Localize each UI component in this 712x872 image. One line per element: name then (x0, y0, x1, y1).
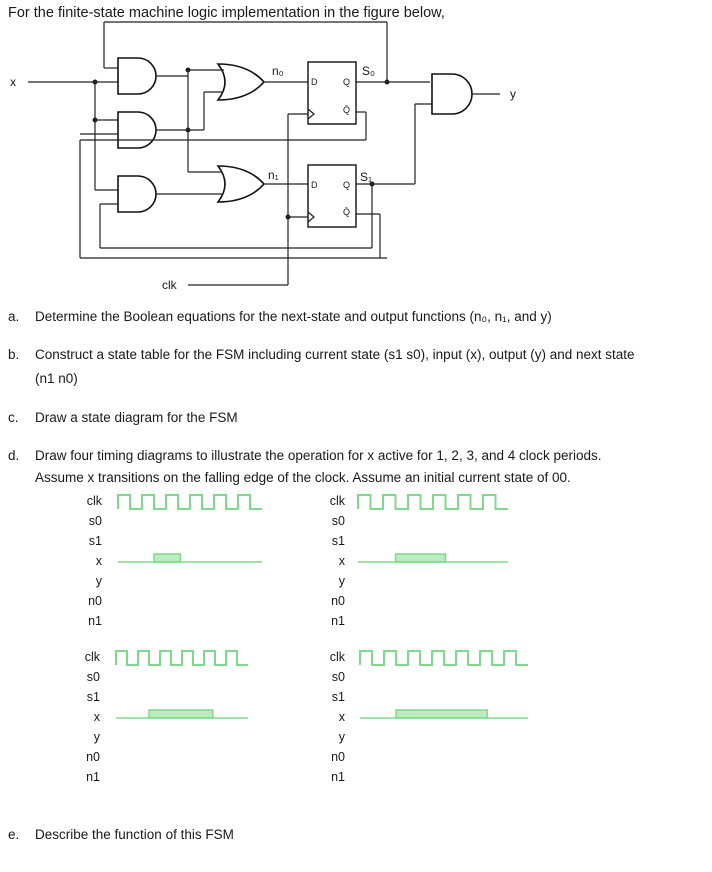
s1-label: S₁ (360, 170, 373, 184)
timing-2-clk-wave (358, 495, 508, 509)
timing-2-x-pulse (396, 554, 446, 562)
timing-3-x-pulse (149, 710, 213, 718)
timing-3-label-y: y (93, 730, 100, 744)
timing-1-label-s1: s1 (88, 534, 102, 548)
timing-3-label-n0: n0 (86, 750, 100, 764)
ff0-qbar: Q̄ (343, 105, 351, 115)
timing-4-label-y: y (338, 730, 345, 744)
and-gate-3 (118, 176, 156, 212)
timing-4-x-pulse (396, 710, 487, 718)
timing-4-label-x: x (338, 710, 345, 724)
n0-label: n₀ (272, 64, 284, 78)
timing-4-label-s0: s0 (331, 670, 345, 684)
timing-2-label-s0: s0 (331, 514, 345, 528)
ff1-qbar: Q̄ (343, 207, 351, 217)
timing-1-label-y: y (95, 574, 102, 588)
clk-label: clk (162, 278, 177, 292)
timing-2-label-clk: clk (329, 494, 345, 508)
input-x-label: x (10, 75, 16, 89)
timing-1-label-n0: n0 (88, 594, 102, 608)
ff0-q: Q (343, 77, 351, 87)
intro-text: For the finite-state machine logic implementation in the figure below, (8, 5, 445, 21)
ff1-d: D (311, 180, 318, 190)
timing-3-label-x: x (93, 710, 100, 724)
timing-3-clk-wave (116, 651, 248, 665)
ff1-q: Q (343, 180, 351, 190)
timing-3-label-clk: clk (84, 650, 100, 664)
timing-3-label-s1: s1 (86, 690, 100, 704)
timing-4-label-clk: clk (329, 650, 345, 664)
n1-label: n₁ (268, 168, 279, 182)
timing-2-label-s1: s1 (331, 534, 345, 548)
timing-1-label-s0: s0 (88, 514, 102, 528)
s0-label: S₀ (362, 64, 375, 78)
question-b-cont: (n1 n0) (35, 371, 78, 386)
timing-4-label-n1: n1 (331, 770, 345, 784)
output-and-gate (432, 74, 472, 114)
timing-4-clk-wave (360, 651, 528, 665)
timing-2-label-n0: n0 (331, 594, 345, 608)
timing-4-label-n0: n0 (331, 750, 345, 764)
ff0-d: D (311, 77, 318, 87)
or-gate-n1 (218, 166, 264, 202)
and-gate-2 (118, 112, 156, 148)
timing-1-label-n1: n1 (88, 614, 102, 628)
timing-1-clk-wave (118, 495, 262, 509)
question-d-cont: Assume x transitions on the falling edge of the clock. Assume an initial current state of 00. (35, 470, 571, 485)
timing-2-label-n1: n1 (331, 614, 345, 628)
timing-4-label-s1: s1 (331, 690, 345, 704)
or-gate-n0 (218, 64, 264, 100)
and-gate-1 (118, 58, 156, 94)
flip-flop-s1 (308, 165, 356, 227)
timing-2-label-x: x (338, 554, 345, 568)
timing-1-label-clk: clk (86, 494, 102, 508)
timing-3-label-n1: n1 (86, 770, 100, 784)
timing-3-label-s0: s0 (86, 670, 100, 684)
output-y-label: y (510, 87, 516, 101)
timing-1-label-x: x (95, 554, 102, 568)
timing-1-x-pulse (154, 554, 180, 562)
timing-2-label-y: y (338, 574, 345, 588)
